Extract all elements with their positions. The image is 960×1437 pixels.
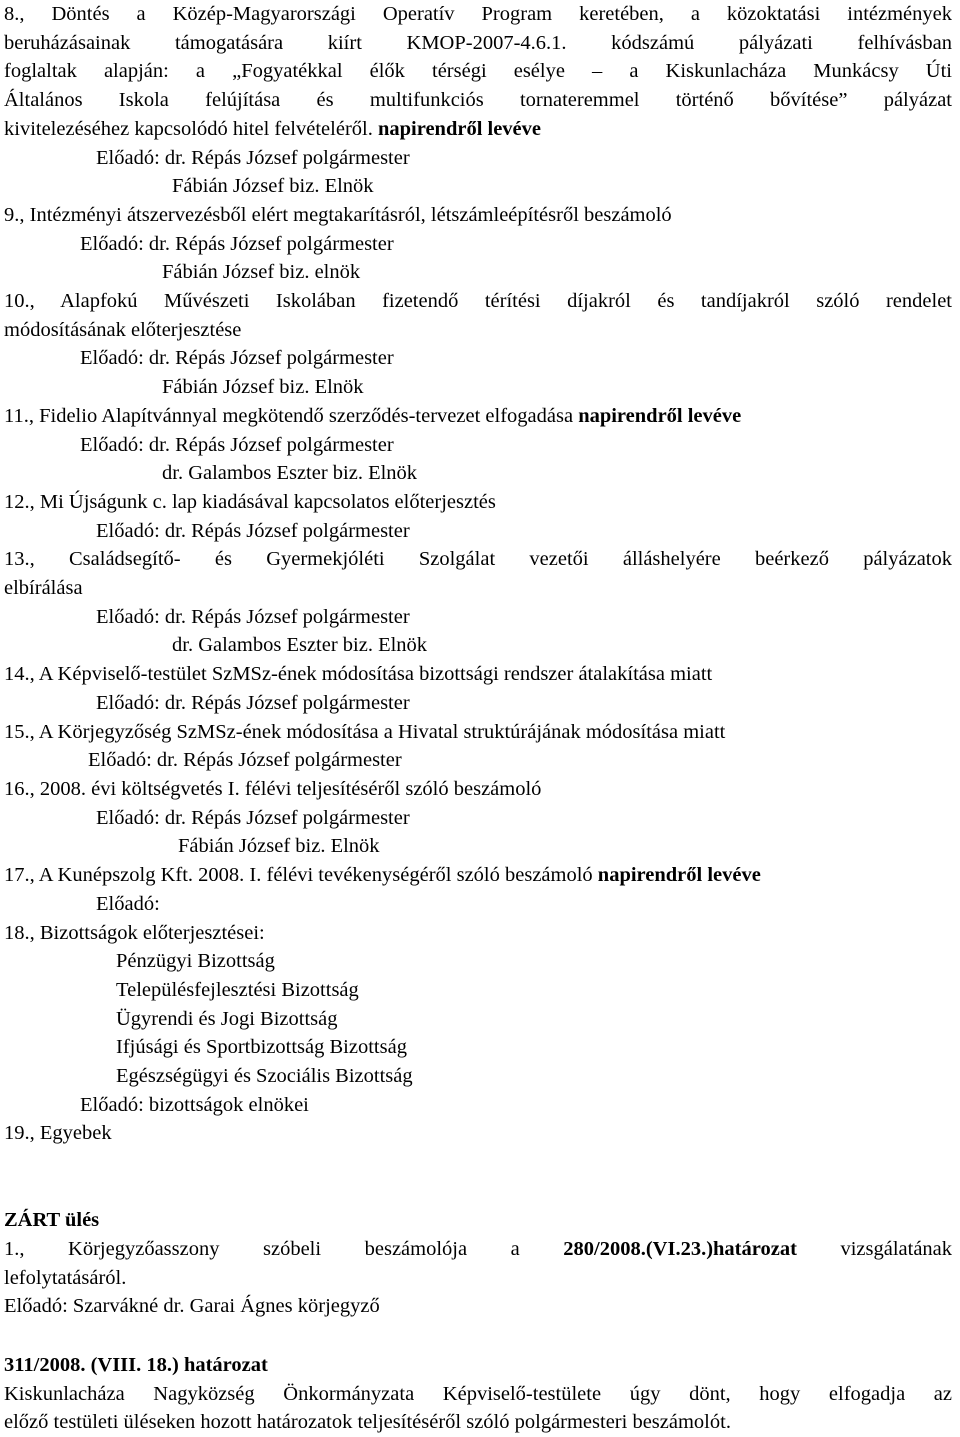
item9-presenter: Előadó: dr. Répás József polgármester <box>80 232 394 255</box>
item11-status: napirendről levéve <box>578 404 742 427</box>
committee-item: Településfejlesztési Bizottság <box>116 978 359 1001</box>
item13-line1: 13., Családsegítő- és Gyermekjóléti Szolgálat vezetői álláshelyére beérkező pályázatok <box>4 548 952 571</box>
agenda-item-18 <box>4 919 952 1120</box>
agenda-item-17 <box>4 861 952 918</box>
agenda-item-13 <box>4 545 952 660</box>
spacer <box>4 1148 952 1206</box>
item8-status: napirendről levéve <box>377 117 542 140</box>
closed-item1-line2: lefolytatásáról. <box>4 1266 127 1289</box>
item8-line3: foglaltak alapján: a „Fogyatékkal élők térségi esélye – a Kiskunlacháza Munkácsy Úti <box>4 60 952 83</box>
item9-text: 9., Intézményi átszervezésből elért megtakarításról, létszámleépítésről beszámoló <box>4 203 672 226</box>
item13-presenter: Előadó: dr. Répás József polgármester <box>96 605 410 628</box>
item18-text: 18., Bizottságok előterjesztései: <box>4 921 265 944</box>
item9-copresenter: Fábián József biz. elnök <box>162 261 361 284</box>
spacer <box>4 1321 952 1351</box>
item8-line2: beruházásainak támogatására kiírt KMOP-2007-4.6.1. kódszámú pályázati felhívásban <box>4 31 952 54</box>
agenda-item-15 <box>4 718 952 775</box>
agenda-item-10 <box>4 287 952 402</box>
item11-text: 11., Fidelio Alapítvánnyal megkötendő szerződés-tervezet elfogadása <box>4 404 574 427</box>
item16-text: 16., 2008. évi költségvetés I. félévi teljesítéséről szóló beszámoló <box>4 777 542 800</box>
item16-presenter: Előadó: dr. Répás József polgármester <box>96 806 410 829</box>
committee-item: Egészségügyi és Szociális Bizottság <box>116 1065 413 1088</box>
item16-copresenter: Fábián József biz. Elnök <box>178 835 380 858</box>
resolution-line2: előző testületi üléseken hozott határozatok teljesítéséről szóló polgármesteri beszámolót. <box>4 1411 731 1434</box>
resolution <box>4 1351 952 1437</box>
item8-line5-wrap <box>4 115 952 144</box>
agenda-item-11 <box>4 402 952 488</box>
committee-item: Ügyrendi és Jogi Bizottság <box>116 1007 338 1030</box>
item8-line4: Általános Iskola felújítása és multifunkciós tornateremmel történő bővítése” pályázat <box>4 89 952 112</box>
item10-line1: 10., Alapfokú Művészeti Iskolában fizetendő térítési díjakról és tandíjakról szóló rendelet <box>4 290 952 313</box>
item11-copresenter: dr. Galambos Eszter biz. Elnök <box>162 462 418 485</box>
item11-presenter: Előadó: dr. Répás József polgármester <box>80 433 394 456</box>
closed-item1-prefix: 1., Körjegyzőasszony szóbeli beszámolója a <box>4 1237 520 1260</box>
agenda-item-16 <box>4 775 952 861</box>
agenda-item-14 <box>4 660 952 717</box>
resolution-number: 311/2008. (VIII. 18.) határozat <box>4 1353 268 1376</box>
closed-item1-suffix: vizsgálatának <box>840 1237 953 1260</box>
item8-presenter: Előadó: dr. Répás József polgármester <box>96 146 410 169</box>
item10-copresenter: Fábián József biz. Elnök <box>162 376 364 399</box>
agenda-item-19 <box>4 1119 952 1148</box>
item17-line <box>4 861 952 890</box>
closed-session <box>4 1206 952 1321</box>
item10-line2: módosításának előterjesztése <box>4 318 242 341</box>
item10-presenter: Előadó: dr. Répás József polgármester <box>80 347 394 370</box>
item12-presenter: Előadó: dr. Répás József polgármester <box>96 519 410 542</box>
item11-line <box>4 402 952 431</box>
closed-session-heading: ZÁRT ülés <box>4 1209 100 1232</box>
item14-presenter: Előadó: dr. Répás József polgármester <box>96 691 410 714</box>
item19-text: 19., Egyebek <box>4 1122 112 1145</box>
item15-text: 15., A Körjegyzőség SzMSz-ének módosítása a Hivatal struktúrájának módosítása miatt <box>4 720 726 743</box>
item8-line5: kivitelezéséhez kapcsolódó hitel felvételéről. <box>4 117 373 140</box>
item18-presenter: Előadó: bizottságok elnökei <box>80 1093 309 1116</box>
item8-line1: 8., Döntés a Közép-Magyarországi Operatív Program keretében, a közoktatási intézmények <box>4 3 952 25</box>
item17-status: napirendről levéve <box>597 864 761 887</box>
item14-text: 14., A Képviselő-testület SzMSz-ének módosítása bizottsági rendszer átalakítása miatt <box>4 663 713 686</box>
item13-copresenter: dr. Galambos Eszter biz. Elnök <box>172 634 428 657</box>
item17-presenter: Előadó: <box>96 892 160 915</box>
item17-text: 17., A Kunépszolg Kft. 2008. I. félévi tevékenységéről szóló beszámoló <box>4 864 593 887</box>
agenda-item-9 <box>4 201 952 287</box>
closed-item1-line1 <box>4 1235 952 1264</box>
agenda-item-12 <box>4 488 952 545</box>
committee-item: Ifjúsági és Sportbizottság Bizottság <box>116 1036 407 1059</box>
item12-text: 12., Mi Újságunk c. lap kiadásával kapcsolatos előterjesztés <box>4 490 496 513</box>
committee-item: Pénzügyi Bizottság <box>116 950 275 973</box>
agenda-item-8 <box>4 0 952 201</box>
closed-presenter: Előadó: Szarvákné dr. Garai Ágnes körjegyző <box>4 1295 380 1318</box>
closed-item1-ref: 280/2008.(VI.23.)határozat <box>563 1237 797 1260</box>
item15-presenter: Előadó: dr. Répás József polgármester <box>88 749 402 772</box>
item8-copresenter: Fábián József biz. Elnök <box>172 175 374 198</box>
item13-line2: elbírálása <box>4 577 83 600</box>
resolution-line1: Kiskunlacháza Nagyközség Önkormányzata Képviselő-testülete úgy dönt, hogy elfogadja az <box>4 1382 952 1405</box>
